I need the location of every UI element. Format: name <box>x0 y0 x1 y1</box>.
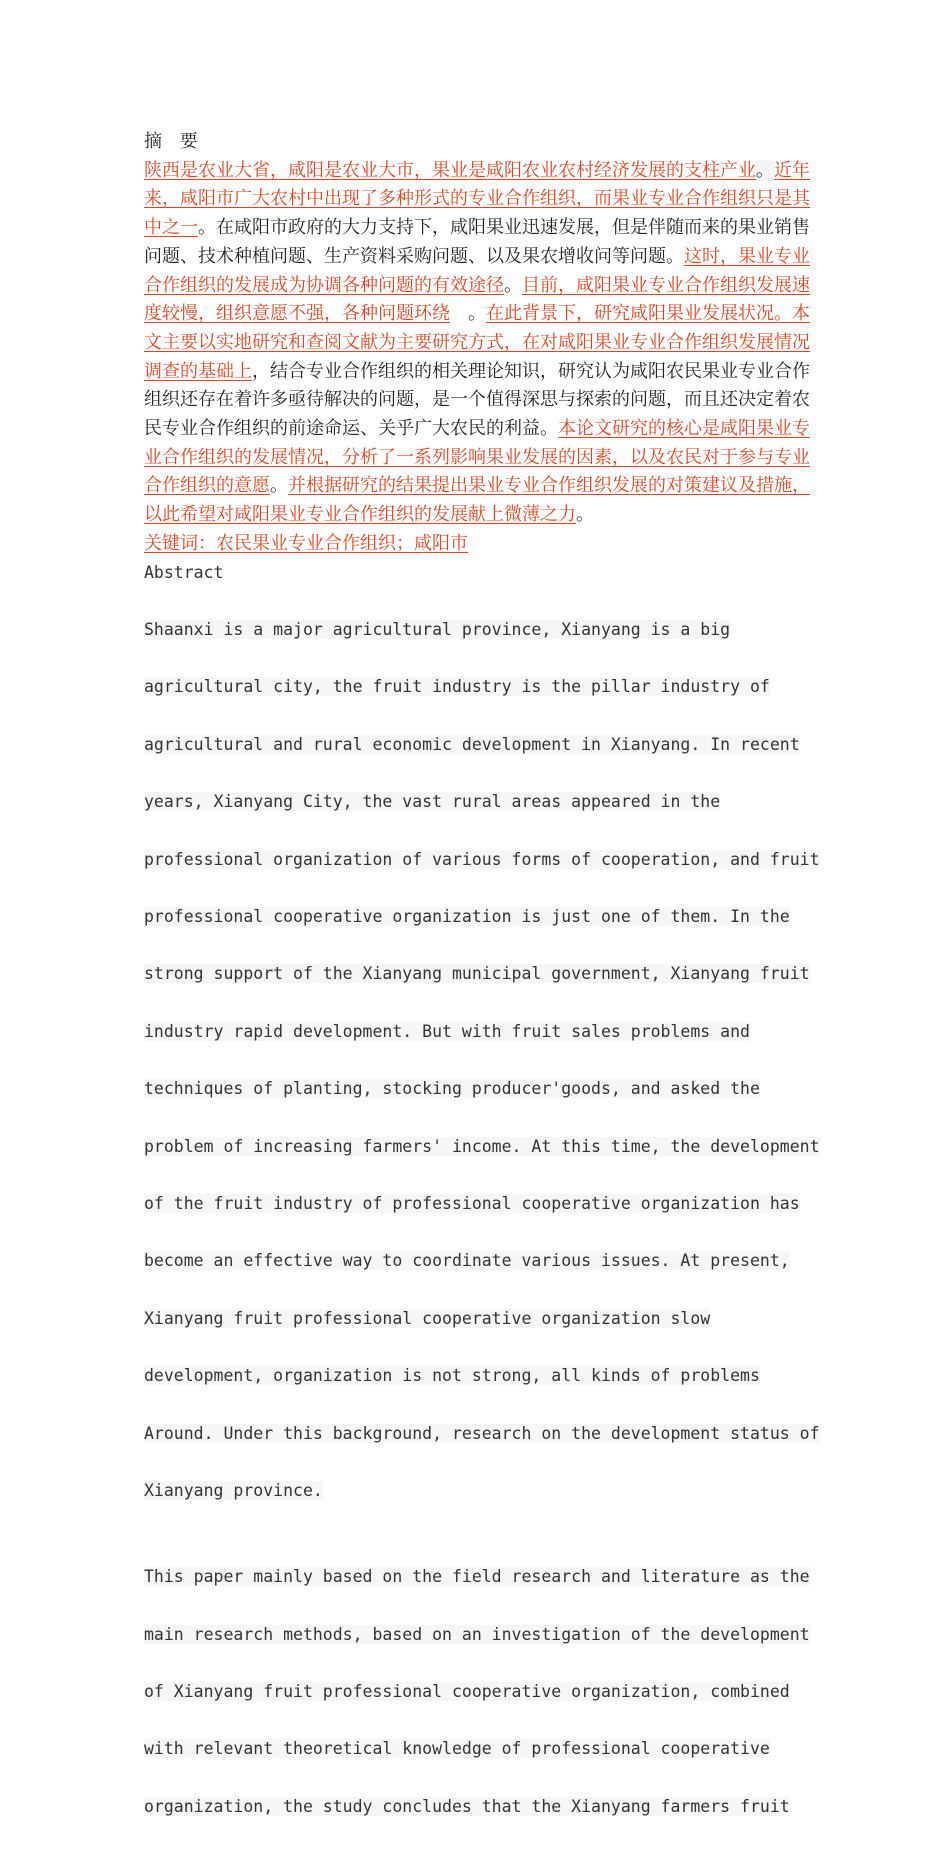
keywords-line <box>144 530 824 559</box>
en-line: industry rapid development. But with fruit sales problems and <box>144 1021 750 1041</box>
en-line: techniques of planting, stocking producer'goods, and asked the <box>144 1079 760 1099</box>
plain-text-2: 。 <box>504 274 522 296</box>
abstract-cn-paragraph <box>144 157 824 530</box>
plain-text-4: ，结合专业合作组织的相关理论知识，研究认为咸阳农民果业专业合作组织还存在着许多亟待解决的问题，是一个值得深思与探索的问题，而且还决定着农民专业合作组织的前途命运、关乎广大农民的利益。 <box>144 360 810 440</box>
highlight-sentence-5: 在此背景下，研究咸阳果业发展状况。本文主要以实地研究和查阅文献为主要研究方式，在对咸阳果业专业合作组织发展情况调查的基础上 <box>144 303 810 382</box>
plain-text-3: 。 <box>450 303 486 325</box>
keywords: 关键词：农民果业专业合作组织；咸阳市 <box>144 532 468 554</box>
en-line: with relevant theoretical knowledge of professional cooperative <box>144 1739 770 1759</box>
abstract-en-paragraph-2 <box>144 1534 824 1850</box>
plain-text-6: 。 <box>576 504 594 526</box>
en-line: development, organization is not strong, all kinds of problems <box>144 1366 760 1386</box>
en-line: Around. Under this background, research on the development status of <box>144 1423 820 1443</box>
abstract-cn-heading: 摘 要 <box>144 131 204 152</box>
en-line: become an effective way to coordinate various issues. At present, <box>144 1251 790 1271</box>
abstract-en-heading: Abstract <box>144 562 224 582</box>
highlight-sentence-1: 陕西是农业大省，咸阳是农业大市，果业是咸阳农业农村经济发展的支柱产业 <box>144 159 756 181</box>
highlight-sentence-4: 目前，咸阳果业专业合作组织发展速度较慢，组织意愿不强，各种问题环绕 <box>144 274 810 325</box>
en-line: Xianyang fruit professional cooperative organization slow <box>144 1308 711 1328</box>
en-line: main research methods, based on an investigation of the development <box>144 1624 810 1644</box>
plain-text-5: 。 <box>270 475 288 497</box>
plain-text-1: 。在咸阳市政府的大力支持下，咸阳果业迅速发展，但是伴随而来的果业销售问题、技术种植问题、生产资料采购问题、以及果农增收问等问题。 <box>144 217 810 267</box>
abstract-en-paragraph-1 <box>144 587 824 1534</box>
en-line: of the fruit industry of professional cooperative organization has <box>144 1194 800 1214</box>
en-line: agricultural city, the fruit industry is the pillar industry of <box>144 677 770 697</box>
en-line: agricultural and rural economic development in Xianyang. In recent <box>144 734 800 754</box>
en-line: strong support of the Xianyang municipal government, Xianyang fruit <box>144 964 810 984</box>
highlight-sentence-2: 近年来，咸阳市广大农村中出现了多种形式的专业合作组织，而果业专业合作组织只是其中之一 <box>144 159 810 239</box>
en-line: Xianyang province. <box>144 1481 323 1501</box>
highlight-sentence-3: 这时，果业专业合作组织的发展成为协调各种问题的有效途径 <box>144 245 810 296</box>
sentence-1-end: 。 <box>756 159 774 181</box>
en-line: professional cooperative organization is just one of them. In the <box>144 906 790 926</box>
en-line: of Xianyang fruit professional cooperative organization, combined <box>144 1681 790 1701</box>
highlight-sentence-6: 本论文研究的核心是咸阳果业专业合作组织的发展情况，分析了一系列影响果业发展的因素，以及农民对于参与专业合作组织的意愿 <box>144 418 810 497</box>
en-line: professional organization of various forms of cooperation, and fruit <box>144 849 820 869</box>
en-line: Shaanxi is a major agricultural province, Xianyang is a big <box>144 619 731 639</box>
highlight-sentence-7: 并根据研究的结果提出果业专业合作组织发展的对策建议及措施，以此希望对咸阳果业专业合作组织的发展献上微薄之力 <box>144 475 810 526</box>
en-line: problem of increasing farmers' income. At this time, the development <box>144 1136 820 1156</box>
en-line: This paper mainly based on the field research and literature as the <box>144 1567 810 1587</box>
document-page <box>144 128 824 1850</box>
en-line: organization, the study concludes that the Xianyang farmers fruit <box>144 1796 790 1816</box>
en-line: years, Xianyang City, the vast rural areas appeared in the <box>144 792 721 812</box>
